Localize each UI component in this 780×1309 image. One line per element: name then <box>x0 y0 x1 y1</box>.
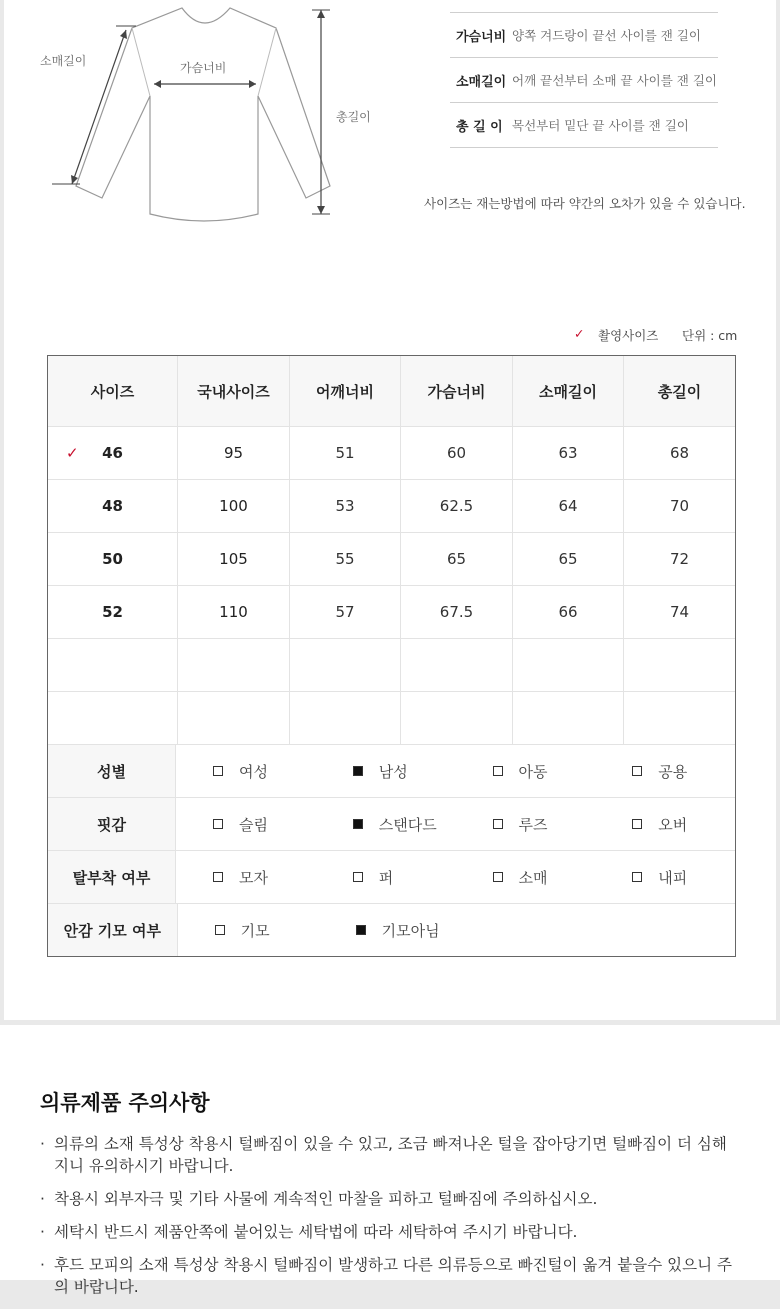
care-notice-list <box>40 1133 740 1309</box>
table-cell: 51 <box>290 427 401 479</box>
option-unisex <box>595 761 735 782</box>
care-notice-title: 의류제품 주의사항 <box>40 1091 210 1115</box>
attribute-options <box>176 798 735 850</box>
table-cell: 64 <box>513 480 624 532</box>
check-icon: ✓ <box>66 444 79 462</box>
table-cell: 65 <box>513 533 624 585</box>
size-guide-panel <box>4 0 776 1020</box>
checkbox-checked-icon <box>353 819 363 829</box>
attribute-options <box>178 904 735 956</box>
table-cell <box>290 692 401 744</box>
option-slim <box>176 814 316 835</box>
measurement-definitions <box>450 12 718 148</box>
option-hood <box>176 867 316 888</box>
table-row <box>48 639 735 692</box>
option-not-brushed <box>319 920 460 941</box>
table-header-cell: 소매길이 <box>513 356 624 426</box>
option-sleeve <box>456 867 596 888</box>
checkbox-icon <box>493 819 503 829</box>
size-cell: 52 <box>48 586 178 638</box>
list-item: · 후드 모피의 소재 특성상 착용시 털빠짐이 발생하고 다른 의류등으로 빠진털이 옮겨 붙을수 있으니 주의 바랍니다. <box>40 1254 740 1298</box>
list-item: · 세탁시 반드시 제품안쪽에 붙어있는 세탁법에 따라 세탁하여 주시기 바랍니다. <box>40 1221 740 1243</box>
table-cell: 68 <box>669 444 690 462</box>
table-header-row <box>48 356 735 427</box>
table-cell: 100 <box>178 480 290 532</box>
attribute-row-fit <box>48 798 735 851</box>
table-cell: 60 <box>401 427 513 479</box>
option-male <box>316 761 456 782</box>
option-loose <box>456 814 596 835</box>
table-cell: 67.5 <box>401 586 513 638</box>
table-row <box>48 427 735 480</box>
table-row <box>48 692 735 745</box>
table-cell: 70 <box>669 497 690 515</box>
definition-term: 소매길이 <box>456 74 507 90</box>
definition-term: 가슴너비 <box>456 29 507 45</box>
option-liner <box>595 867 735 888</box>
table-cell: 110 <box>178 586 290 638</box>
table-cell: 63 <box>513 427 624 479</box>
option-fur <box>316 867 456 888</box>
option-standard <box>316 814 456 835</box>
option-label: 기모아님 <box>381 921 440 940</box>
size-cell <box>48 692 178 744</box>
size-cell <box>48 427 178 479</box>
table-cell: 105 <box>178 533 290 585</box>
attribute-label: 성별 <box>48 745 176 797</box>
definition-desc: 양쪽 겨드랑이 끝선 사이를 잰 길이 <box>512 28 701 43</box>
attribute-label: 안감 기모 여부 <box>48 904 178 956</box>
option-over <box>595 814 735 835</box>
garment-diagram <box>4 0 404 240</box>
table-cell <box>513 639 624 691</box>
definition-term: 총 길 이 <box>456 119 503 135</box>
table-row <box>48 586 735 639</box>
option-label: 아동 <box>518 762 548 781</box>
chest-width-label: 가슴너비 <box>180 61 227 75</box>
checkbox-checked-icon <box>353 766 363 776</box>
attribute-row-gender <box>48 745 735 798</box>
definition-row <box>450 13 718 58</box>
option-brushed <box>178 920 319 941</box>
table-cell: 72 <box>669 550 690 568</box>
table-cell <box>178 692 290 744</box>
table-cell <box>624 692 735 744</box>
option-label: 공용 <box>658 762 688 781</box>
table-cell <box>290 639 401 691</box>
definition-desc: 어깨 끝선부터 소매 끝 사이를 잰 길이 <box>512 73 717 88</box>
option-female <box>176 761 316 782</box>
sleeve-length-label: 소매길이 <box>40 54 87 68</box>
checkbox-checked-icon <box>356 925 366 935</box>
attribute-label: 핏감 <box>48 798 176 850</box>
table-cell: 57 <box>290 586 401 638</box>
table-header-cell: 가슴너비 <box>401 356 513 426</box>
total-length-label: 총길이 <box>336 110 371 124</box>
checkbox-icon <box>213 819 223 829</box>
size-cell <box>48 639 178 691</box>
option-label: 여성 <box>239 762 268 781</box>
option-label: 스탠다드 <box>378 815 437 834</box>
table-cell <box>401 692 513 744</box>
table-row <box>48 533 735 586</box>
table-header-cell: 어깨너비 <box>290 356 401 426</box>
definition-desc: 목선부터 밑단 끝 사이를 잰 길이 <box>512 118 689 133</box>
checkbox-icon <box>493 872 503 882</box>
option-label: 소매 <box>518 868 548 887</box>
table-cell: 65 <box>401 533 513 585</box>
table-cell <box>513 692 624 744</box>
size-cell: 50 <box>48 533 178 585</box>
attribute-row-detachable <box>48 851 735 904</box>
table-cell: 74 <box>669 603 690 621</box>
size-value: 46 <box>102 444 123 462</box>
checkbox-icon <box>213 872 223 882</box>
table-header-cell: 총길이 <box>624 356 735 426</box>
checkbox-icon <box>632 872 642 882</box>
check-icon: ✓ <box>574 326 585 341</box>
option-label: 오버 <box>658 815 688 834</box>
size-table <box>47 355 736 957</box>
checkbox-icon <box>215 925 225 935</box>
table-cell: 53 <box>290 480 401 532</box>
table-header-cell: 국내사이즈 <box>178 356 290 426</box>
table-cell <box>401 639 513 691</box>
table-cell: 66 <box>513 586 624 638</box>
list-item: · 착용시 외부자극 및 기타 사물에 계속적인 마찰을 피하고 털빠짐에 주의하십시오. <box>40 1188 740 1210</box>
attribute-options <box>176 851 735 903</box>
option-label: 모자 <box>239 868 268 887</box>
care-notice-panel <box>0 1025 780 1296</box>
option-label: 루즈 <box>518 815 548 834</box>
unit-label: 단위 : cm <box>682 328 738 343</box>
checkbox-icon <box>353 872 363 882</box>
table-cell: 55 <box>290 533 401 585</box>
table-header-cell: 사이즈 <box>48 356 178 426</box>
attribute-label: 탈부착 여부 <box>48 851 176 903</box>
size-cell: 48 <box>48 480 178 532</box>
table-cell <box>178 639 290 691</box>
option-label: 슬림 <box>239 815 268 834</box>
checkbox-icon <box>632 819 642 829</box>
option-label: 내피 <box>658 868 688 887</box>
list-item: · 의류의 소재 특성상 착용시 털빠짐이 있을 수 있고, 조금 빠져나온 털을 잡아당기면 털빠짐이 더 심해지니 유의하시기 바랍니다. <box>40 1133 740 1177</box>
definition-row <box>450 58 718 103</box>
checkbox-icon <box>493 766 503 776</box>
checkbox-icon <box>632 766 642 776</box>
table-cell <box>624 639 735 691</box>
attribute-options <box>176 745 735 797</box>
option-kids <box>456 761 596 782</box>
table-cell: 95 <box>178 427 290 479</box>
table-cell: 62.5 <box>401 480 513 532</box>
checkbox-icon <box>213 766 223 776</box>
option-label: 기모 <box>240 921 270 940</box>
table-row <box>48 480 735 533</box>
definition-row <box>450 103 718 148</box>
photo-size-legend: 촬영사이즈 <box>598 328 659 343</box>
option-label: 퍼 <box>378 868 394 887</box>
attribute-row-lining <box>48 904 735 956</box>
size-tolerance-note: 사이즈는 재는방법에 따라 약간의 오차가 있을 수 있습니다. <box>424 196 746 211</box>
option-label: 남성 <box>378 762 408 781</box>
